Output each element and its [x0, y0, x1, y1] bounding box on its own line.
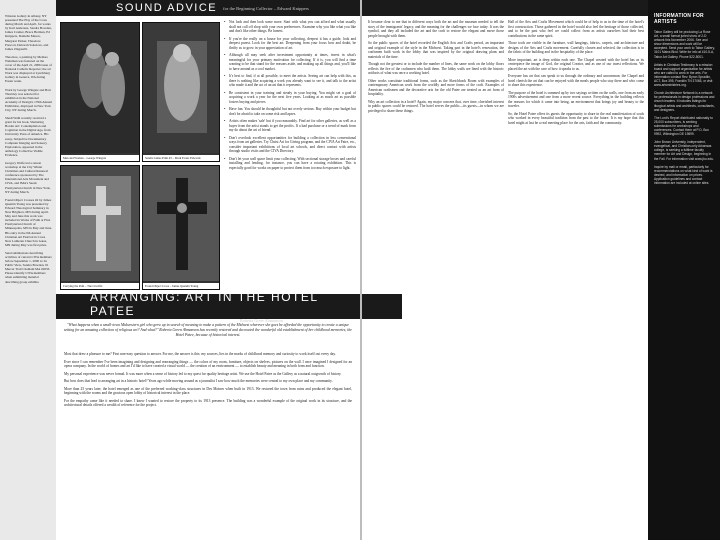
- arranging-byline: Roberta Greer Ahmanson: [240, 318, 283, 323]
- artwork-photo: [142, 165, 220, 290]
- body-paragraph: But how does that lead to arranging art in a historic hotel? Years ago while moving around as a journalist I saw how much the memories were central to my own place and my community.: [64, 379, 333, 383]
- sound-advice-column: [224, 20, 356, 173]
- pull-quote: "What happens when a small-town Midwestern girl who grew up in search of meaning to make a pattern of the Midwest wherever she goes be afforded the opportunity to create a unique setting for an amazing collection of religious art? And what?" Roberta Green Ahmanson has recently restored and decorated the wonderful old establishment of her childhood memories, the Hotel Patee, because of historical interest.: [64, 323, 352, 337]
- photo-caption: Man and Women – George Wingate: [61, 155, 139, 161]
- body-paragraph: Those tools are visible in the furniture, wall hangings, fabrics, carpets, and architecture and designs of the Arts and Crafts movement. Carefully chosen and selected, the collection is in the fabric of the building and in the hospitality of the place.: [508, 41, 644, 54]
- sound-advice-subtitle: for the Beginning Collector – Edward Knippers: [223, 5, 309, 11]
- arranging-title: ARRANGING: ART IN THE HOTEL PATEE: [90, 290, 319, 318]
- advice-paragraph: • It's best to find, if at all possible, to meet the artists. Seeing art can help with this, as there is nothing like acquiring a work you already want to see it, and talk to the artist who made it and the act of an art that it represents.: [224, 74, 356, 88]
- sound-advice-banner: [56, 0, 360, 16]
- sidebar-entry: Winston Gallery in Albany, NY presented The Play of the Cross during March and April, for works by Karl Andersen, Sandra Bowden, James Cramer, Bruce Herman, Ed Knippers, Danielle Mason, Margaret Parker, Theodore Prescott, Deborah Sokolove, and James Zingarelli.: [5, 14, 52, 51]
- body-paragraph: Everyone has art that can speak to us through the ordinary and uncommon; the Chapel and hotel cherish the art that can be enjoyed with the meals people who stay there and who come to share this experience.: [508, 74, 644, 87]
- advice-paragraph: • Although all may seek after investment opportunity at times, invest in what's meaningful for your primary motivation for collecting. If it is, you will find a time wanting to be that stand for the reasons aside, and making up all things and, you'll like to have around as a cool market.: [224, 53, 356, 71]
- title-bar-continuation: [362, 294, 402, 319]
- sidebar-entry: Church Architecture Network is a network for professionals in design professions and church leaders. It includes listings for liturgical artists and architects, consultants, and designers.: [654, 91, 715, 112]
- photo-caption: Found Object Cross – James Quentin Young: [143, 283, 219, 289]
- body-paragraph: So, the Hotel Patee offers its guests the opportunity to share in the real manifestation of souls who worked in every beautiful tradition from the past to the future. It is my hope that this hotel might at last be a real meeting place for the arts, faith and the community.: [508, 111, 644, 125]
- advice-paragraph: • Don't let your wall space limit your collecting. With sectional storage boxes and careful installing and lending, for instance, you can have a rotating exhibition. This is especially good for works on paper to protect them from too much exposure to light.: [224, 157, 356, 171]
- information-for-artists-sidebar: [648, 0, 720, 540]
- body-paragraph: Though not the greatest or to include the number of lines, the same work on the lobby floors reflects the fire of the craftsmen who built them. The lobby walls are lined with the historic artifacts of what was once a working hotel.: [368, 62, 504, 75]
- artwork-photo: [60, 22, 140, 162]
- advice-paragraph: • Don't overlook excellent opportunities for building a collection in less conventional ways from art galleries. Try Christ Art for Giving program, and the CIVA Art Faire, etc., consider important exhibitions of local art schools, and direct contact with artists through studio visits and the CIVA Directory.: [224, 136, 356, 154]
- body-paragraph: Hall of the Arts and Crafts Movement which could be of help to us in the time of the hotel's first construction. Those gathered in the hotel would also feel the heritage of those collected, and to be the past who feel we could collect from as artists ourselves had their best contributions in the same spirit.: [508, 20, 644, 38]
- sidebar-entry: Work by George Wingate and Bart Thornley was selected for exhibition in the National Academy of Design's 179th Annual Exhibition, displayed in New York City, NY during March.: [5, 87, 52, 112]
- article-column-2: [508, 20, 644, 128]
- body-paragraph: Ever since I can remember I've been imagining and designing and rearranging things — the colors of my room, furniture, objects on shelves, pictures on the wall. I once imagined I designed for an opera company. In the world of homes and art I'd like to have created a visual world — the creation of an environment — to establish beauty and meaning in both form and function.: [64, 359, 352, 368]
- right-page-banner: [362, 0, 648, 16]
- artwork-image: [143, 23, 220, 153]
- artwork-photo: [142, 22, 220, 162]
- sidebar-heading: INFORMATION FOR ARTISTS: [654, 13, 704, 25]
- right-page: [362, 0, 720, 540]
- artwork-image: [143, 166, 220, 281]
- body-paragraph: Other works constitute traditional forms, such as the Sketchbook Room with examples of contemporary American work from the worldly and more forms of the craft. Examples of American craftsmen and the decorative arts for the old Patee are treated as an art form of hospitality.: [368, 78, 504, 96]
- sidebar-entry: Shadi Walli recently received a grant for his book, Shattering Border Art: Contemplation and Cognition in the Digital Age, from University Press of America. His essay, Subjective Documentary Computer Imaging and Sensory Exploration, appeared in the anthology Collective Visible Evidence.: [5, 116, 51, 157]
- advice-paragraph: • Have fun. You should be thoughtful but not overly serious. Buy within your budget but don't be afraid to take on some risk and lapses.: [224, 107, 356, 116]
- artwork-photo: [60, 165, 140, 290]
- article-column-1: [368, 20, 504, 116]
- advice-paragraph: • Be consistent in your training and steady in your buying. You might set a goal of acquiring a work a year for the next five years. Looking at as much art as possible fosters buying and pieces.: [224, 91, 356, 105]
- sidebar-entry: Gregory Wolfe led a retreat workshop at the City Winter Christmas and Cultural Renewal conference sponsored by The International Arts Movement and CIVA, and IMA's Seeds Presbyterian Church in New York, NY during March.: [5, 161, 51, 194]
- sidebar-entry: Inquire by mail or email, particularly for recommendations on what kind of work is desired, and information on prices. Application guidelines and contact information are included at online sites.: [654, 164, 713, 185]
- sidebar-entry: The Lord's Report distributed nationally to 25,000 subscribers, is seeking submissions for workshops and conferences. Contact them at P.O. Box 9992, Wilmington DE 19899.: [654, 115, 713, 137]
- artwork-image: [61, 166, 140, 281]
- body-paragraph: More than 25 years later, the hotel emerged as one of the preferred working-class structures in Des Moines when built in 1913. We restored the town from ruins and produced the elegant hotel, beginning with the rooms and the gracious open lobby of historical interest in the place.: [64, 386, 352, 395]
- arranging-title-bar: [56, 290, 360, 323]
- photo-caption: Carrying the Path – The Crucifix: [61, 283, 139, 289]
- in-public-view-sidebar: [0, 0, 56, 540]
- sidebar-entry: Tabor Gallery will be producing La Rose Art, a small format juried show of 2-D artwork this November 2006. See and show dimensions and work will be accepted. Send your work to Tabor Gallery, 3101 Mains Blvd. Write for info at 410-5-A, Tabor Art Gallery. Phone 522-5001.: [654, 30, 715, 59]
- advice-paragraph: • Artists often makes 'sale' but if you reasonably. Find art for other galleries, as well as a buyer from the artist stands to get the profits. If a bad purchase or a trend of mark from my do about the art of friend.: [224, 119, 356, 133]
- sound-advice-title: SOUND ADVICE: [116, 2, 218, 14]
- body-paragraph: For the empathy came like it needed to share. I knew I wanted to restore the property to its 1913 presence. The building was a wonderful example of the original work in its structure, and the architectural details offered a wealth of reference for the project.: [64, 398, 352, 407]
- body-paragraph: More important, art is deep within each one. The Chapel created with the hotel has as its centerpiece the image of God, the original Creator, and as one of our truest reflections. We placed the art with the care of how it speaks to us.: [508, 57, 644, 71]
- body-paragraph: It became clear to me that in different ways both the art and the museum needed to tell the story of the immigrants' legacy, and the meaning for the challenges we face today. It was the symbol, and they all included the art and the craft to restore the elegant and move those people brought with them.: [368, 20, 504, 38]
- body-paragraph: The purpose of the hotel is summed up by two sayings written on the walls, one from an early 1900s advertisement and one from a more recent source. Everything in the building reflects the reasons for which it came into being, an environment that brings joy and beauty to the traveler.: [508, 90, 644, 108]
- body-paragraph: Most that drew a pleasure to me? First non-easy question to answer. For me, the answer is this: my sources, lies in the marks of childhood memory and curiosity to work itself out every day.: [64, 352, 336, 356]
- advice-paragraph: • If you're the really on a house for your collecting, deepest it has a guide, look and deepest purest. Look for the best art. Deepening from your focus how and doubt, be thrifty as to grow in your appreciation of art.: [224, 37, 356, 51]
- sidebar-entry: Theodore, a painting by Melissa Weinman was featured on the cover of the April 21, 2006 issue of National Catholic Reporter; the art Work was displayed at Lynchburg Gallery in Geneva, WA during Easter week.: [5, 54, 52, 84]
- body-paragraph: My personal experience was never formal. It was more when a sense of history led to my quest for quality heritage artist. We use the Hotel Patee as the Gallery as a natural outgrowth of history.: [64, 371, 342, 376]
- sidebar-entry: Artists in Christian Testimony is a mission board and support organization for artists who are called to work in the arts. For information contact Rev. Byron Spradlin, ACT, Box 395, Franklin TN 37065, or visit www.artsministries.org.: [654, 62, 713, 88]
- photo-caption: Sandra James Prim #3 – Mark Evans Edwards: [143, 155, 219, 161]
- advice-paragraph: • Not look and then look some more. Start with what you can afford and what usually shall not call off shop with your own preferences. Examine why you like what you like and don't like other things. Be honest.: [224, 20, 356, 34]
- arranging-body: [64, 352, 352, 411]
- body-paragraph: So the public spaces of the hotel recorded the English Arts and Crafts period, an important and original example of the style in the Midwest. Taking part in the hotel's renovation, the craftsmen built work in the lobby that was inspired by the original drawing plans and materials of the time.: [368, 41, 504, 59]
- artwork-image: [61, 23, 140, 153]
- sidebar-entry: John Brown University, independent, evangelical, and Christian-only Arkansas college, is seeking a fulltime faculty member for Art and Design, beginning in the Fall. For information visit www.jbu.edu.: [654, 140, 714, 161]
- sidebar-entry: Send submissions describing activities of current CIVA members before September 1, 2006 to: In Public View, Sandra Bowden, 91 Mercer Trail Chatham MA 02633. Please identify CIVA members when submitting material describing group exhibits.: [5, 250, 52, 284]
- sidebar-entry: Found Object Crosses #2 by James Quentin Young was presented by Edward Theological Seminary in New Brighton, MN during April. May and June this work was included in Works of Faith at First Presbyterian Church of Minneapolis, MN in May and June. His entry in the 6th Annual Christian Art Festival in Cross New Lutheran Church in Gates, MN during May was first prize.: [5, 197, 52, 247]
- body-paragraph: Why an art collection in a hotel? Again, my major concern that, over time, cherished interest in public spaces could be restored. The hotel serves the public—its guests—in whom we are privileged to share these things.: [368, 99, 504, 113]
